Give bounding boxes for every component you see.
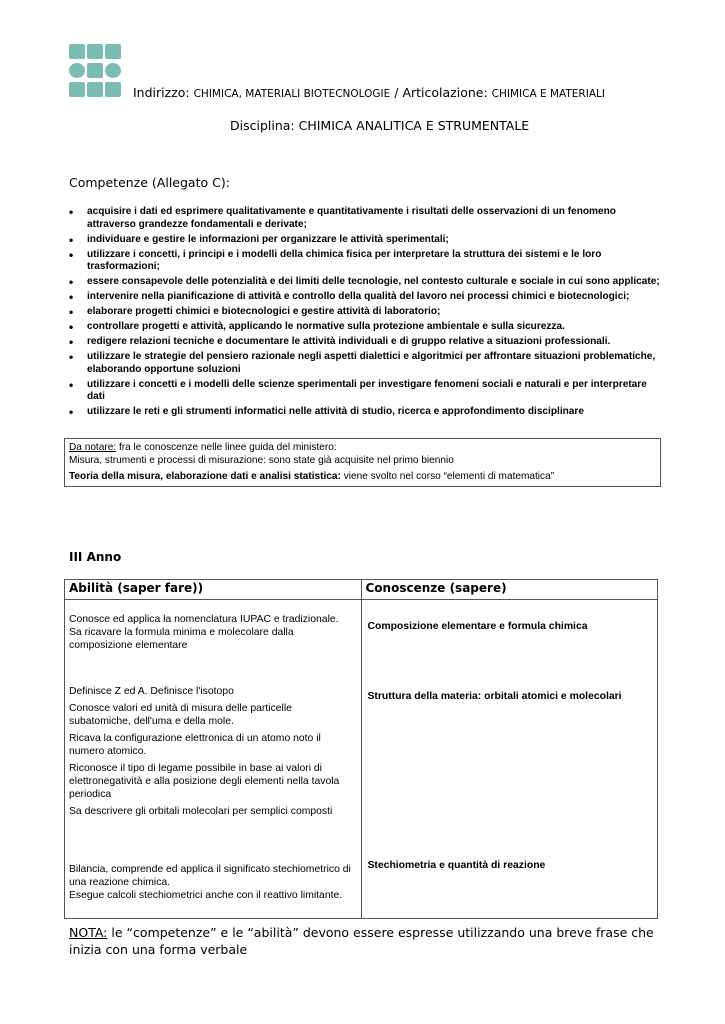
school-logo: [69, 44, 123, 98]
list-item: • individuare e gestire le informazioni per organizzare le attività sperimentali;: [69, 234, 661, 247]
note-box: [64, 438, 661, 487]
conoscenze-cell: [362, 600, 658, 918]
nota-footer: NOTA: le “competenze” e le “abilità” devono essere espresse utilizzando una breve frase che inizia con una forma verbale: [69, 925, 654, 957]
abilita-conoscenze-table: [64, 579, 658, 919]
list-item: • intervenire nella pianificazione di attività e controllo della qualità del lavoro nei processi chimici e biotecnologici;: [69, 291, 661, 304]
disciplina-title: Disciplina: CHIMICA ANALITICA E STRUMENTALE: [230, 118, 530, 133]
note-line-2: Misura, strumenti e processi di misurazione: sono state già acquisite nel primo biennio: [69, 455, 454, 466]
competenze-title: Competenze (Allegato C):: [69, 175, 230, 190]
abilita-cell: [65, 600, 361, 918]
abilita-group-2: Definisce Z ed A. Definisce l'isotopo Conosce valori ed unità di misura delle particelle subatomiche, dell'uma e della mole. Ricava la configurazione elettronica di un atomo noto il numero atomico. Riconosce il tipo di legame possibile in base ai valori di elettronegatività e alla posizione degli elementi nella tavola periodica Sa descrivere gli orbitali molecolari per semplici composti: [69, 686, 340, 817]
list-item: • utilizzare le reti e gli strumenti informatici nelle attività di studio, ricerca e approfondimento disciplinare: [69, 406, 661, 419]
list-item: • redigere relazioni tecniche e documentare le attività individuali e di gruppo relative a situazioni professionali.: [69, 336, 661, 349]
conoscenza-item: Struttura della materia: orbitali atomici e molecolari: [367, 691, 622, 702]
conoscenza-item: Stechiometria e quantità di reazione: [367, 860, 546, 871]
conoscenza-item: Composizione elementare e formula chimica: [367, 621, 588, 632]
header-indirizzo: Indirizzo: CHIMICA, MATERIALI BIOTECNOLOGIE / Articolazione: CHIMICA E MATERIALI: [133, 85, 605, 100]
col-header-conoscenze: Conoscenze (sapere): [361, 580, 658, 600]
abilita-group-1: Conosce ed applica la nomenclatura IUPAC e tradizionale. Sa ricavare la formula minima e molecolare dalla composizione elementare: [69, 614, 339, 651]
abilita-group-3: Bilancia, comprende ed applica il significato stechiometrico di una reazione chimica. Esegue calcoli stechiometrici anche con il reattivo limitante.: [69, 864, 351, 901]
list-item: • utilizzare i concetti, i principi e i modelli della chimica fisica per interpretare la struttura dei sistemi e le loro trasformazioni;: [69, 249, 661, 274]
competenze-list: [69, 206, 661, 421]
list-item: • essere consapevole delle potenzialità e dei limiti delle tecnologie, nel contesto culturale e sociale in cui sono applicate;: [69, 276, 661, 289]
col-header-abilita: Abilità (saper fare)): [65, 580, 362, 600]
note-line-3: Teoria della misura, elaborazione dati e analisi statistica: viene svolto nel corso “elementi di matematica”: [69, 471, 555, 482]
list-item: • elaborare progetti chimici e biotecnologici e gestire attività di laboratorio;: [69, 306, 661, 319]
list-item: • utilizzare i concetti e i modelli delle scienze sperimentali per investigare fenomeni sociali e naturali e per interpretare dati: [69, 379, 661, 404]
anno-heading: III Anno: [69, 550, 122, 564]
note-line-1: Da notare: fra le conoscenze nelle linee guida del ministero:: [69, 442, 337, 453]
list-item: • controllare progetti e attività, applicando le normative sulla protezione ambientale e sulla sicurezza.: [69, 321, 661, 334]
list-item: • acquisire i dati ed esprimere qualitativamente e quantitativamente i risultati delle osservazioni di un fenomeno attraverso grandezze fondamentali e derivate;: [69, 206, 661, 231]
list-item: • utilizzare le strategie del pensiero razionale negli aspetti dialettici e algoritmici per affrontare situazioni problematiche, elaborando opportune soluzioni: [69, 351, 661, 376]
